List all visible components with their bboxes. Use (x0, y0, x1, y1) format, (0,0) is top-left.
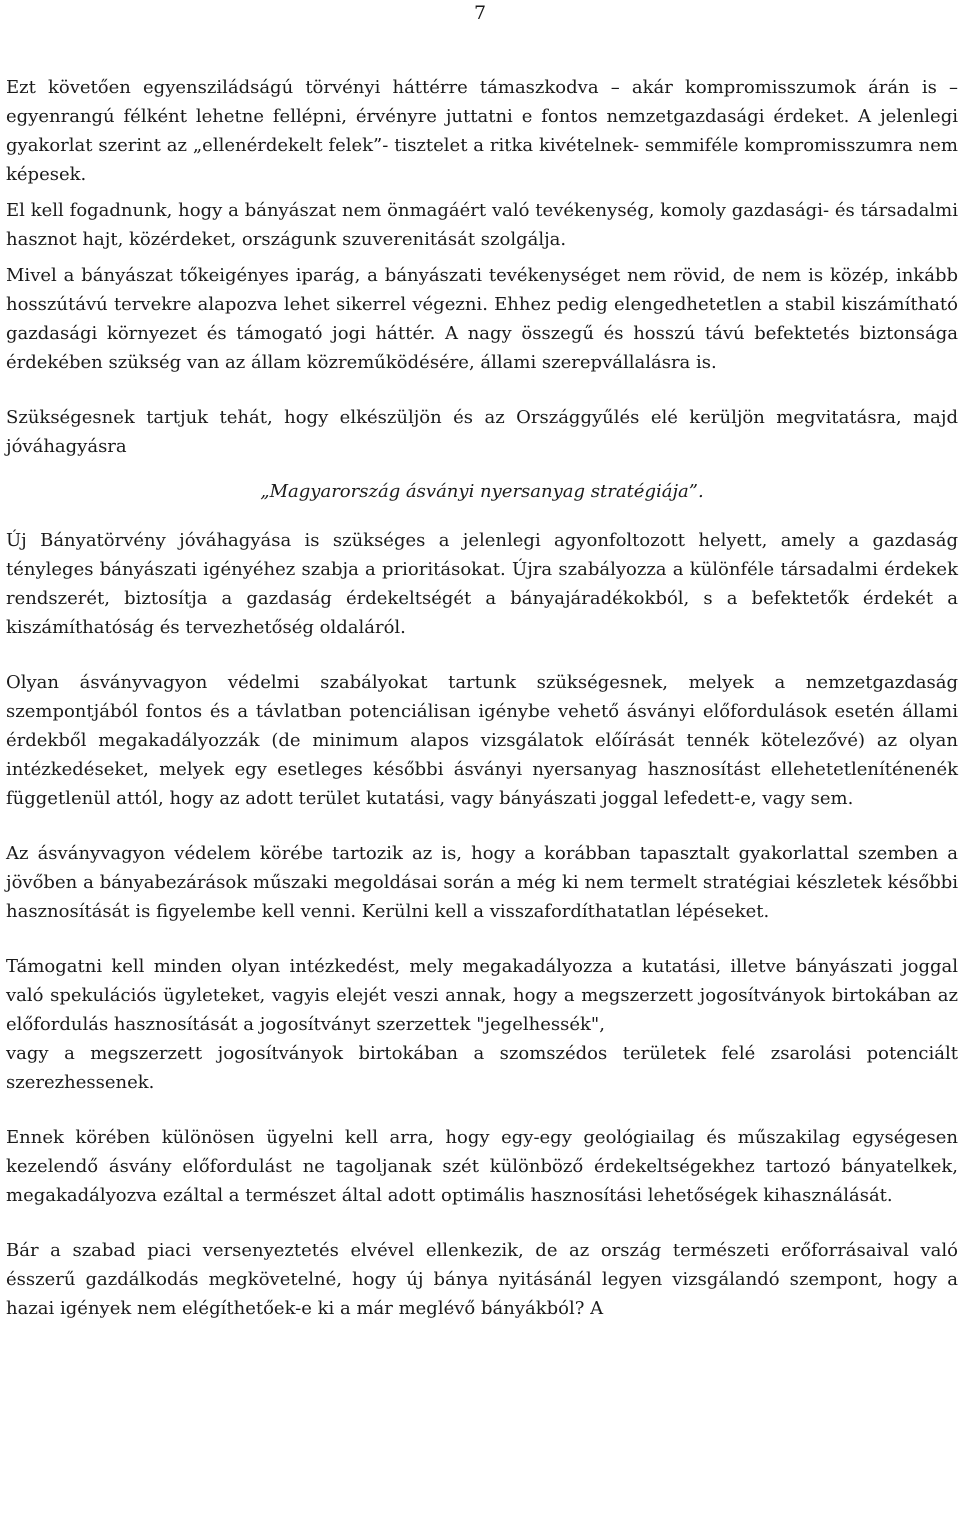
page-number: 7 (473, 2, 487, 24)
document-body (6, 73, 958, 1323)
paragraph-9: vagy a megszerzett jogosítványok birtokában a szomszédos területek felé zsarolási potenciált szerezhessenek. (6, 1043, 958, 1093)
paragraph-10: Ennek körében különösen ügyelni kell arra, hogy egy-egy geológiailag és műszakilag egységesen kezelendő ásvány előfordulást ne tagoljanak szét különböző érdekeltségekhez tartozó bányatelkek, megakadályozva ezáltal a természet által adott optimális hasznosítási lehetőségek kihasználását. (6, 1127, 958, 1206)
strategy-title: „Magyarország ásványi nyersanyag stratégiája”. (260, 481, 704, 502)
paragraph-6: Olyan ásványvagyon védelmi szabályokat tartunk szükségesnek, melyek a nemzetgazdaság szempontjából fontos és a távlatban potenciálisan igénybe vehető ásványi előfordulások esetén állami érdekből megakadályozzák (de minimum alapos vizsgálatok előírását tennék kötelezővé) az olyan intézkedéseket, melyek egy esetleges későbbi ásványi nyersanyag hasznosítást ellehetetleníténenék függetlenül attól, hogy az adott terület kutatási, vagy bányászati joggal lefedett-e, vagy sem. (6, 672, 958, 809)
paragraph-1: Ezt követően egyensziládságú törvényi háttérre támaszkodva – akár kompromisszumok árán is – egyenrangú félként lehetne fellépni, érvényre juttatni e fontos nemzetgazdasági érdeket. A jelenlegi gyakorlat szerint az „ellenérdekelt felek”- tisztelet a ritka kivételnek- semmiféle kompromisszumra nem képesek. (6, 77, 958, 185)
paragraph-7: Az ásványvagyon védelem körébe tartozik az is, hogy a korábban tapasztalt gyakorlattal szemben a jövőben a bányabezárások műszaki megoldásai során a még ki nem termelt stratégiai készletek későbbi hasznosítását is figyelembe kell venni. Kerülni kell a visszafordíthatatlan lépéseket. (6, 843, 958, 922)
paragraph-5: Új Bányatörvény jóváhagyása is szükséges a jelenlegi agyonfoltozott helyett, amely a gazdaság tényleges bányászati igényéhez szabja a prioritásokat. Újra szabályozza a különféle társadalmi érdekek rendszerét, biztosítja a gazdaság érdekeltségét a bányajáradékokból, s a befektetők érdekét a kiszámíthatóság és tervezhetőség oldaláról. (6, 530, 958, 638)
paragraph-11: Bár a szabad piaci versenyeztetés elvével ellenkezik, de az ország természeti erőforrásaival való ésszerű gazdálkodás megkövetelné, hogy új bánya nyitásánál legyen vizsgálandó szempont, hogy a hazai igények nem elégíthetőek-e ki a már meglévő bányákból? A (6, 1240, 958, 1319)
paragraph-4: Szükségesnek tartjuk tehát, hogy elkészüljön és az Országgyűlés elé kerüljön megvitatásra, majd jóváhagyásra (6, 407, 958, 457)
paragraph-8: Támogatni kell minden olyan intézkedést, mely megakadályozza a kutatási, illetve bányászati joggal való spekulációs ügyleteket, vagyis elejét veszi annak, hogy a megszerzett jogosítványok birtokában az előfordulás hasznosítását a jogosítványt szerzettek "jegelhessék", (6, 956, 958, 1035)
paragraph-3: Mivel a bányászat tőkeigényes iparág, a bányászati tevékenységet nem rövid, de nem is közép, inkább hosszútávú tervekre alapozva lehet sikerrel végezni. Ehhez pedig elengedhetetlen a stabil kiszámítható gazdasági környezet és támogató jogi háttér. A nagy összegű és hosszú távú befektetés biztonsága érdekében szükség van az állam közreműködésére, állami szerepvállalásra is. (6, 265, 958, 373)
paragraph-2: El kell fogadnunk, hogy a bányászat nem önmagáért való tevékenység, komoly gazdasági- és társadalmi hasznot hajt, közérdeket, országunk szuverenitását szolgálja. (6, 200, 958, 250)
